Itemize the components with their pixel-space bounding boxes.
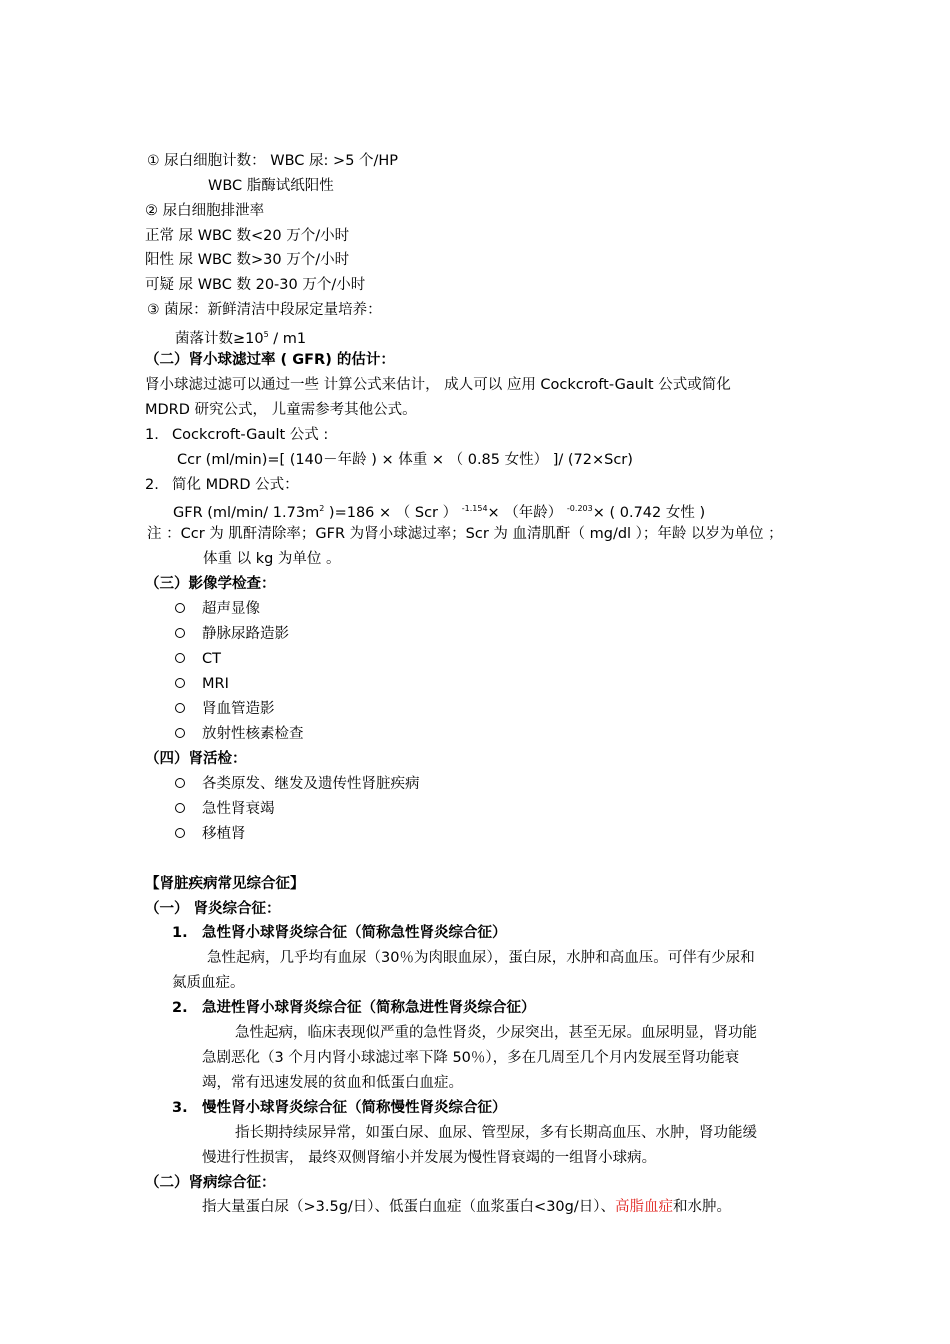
- bullet-icon: [175, 603, 185, 613]
- formula-cockcroft: Ccr (ml/min)=[ (140－年龄 ) × 体重 × （ 0.85 女性） ]/ (72×Scr): [177, 452, 633, 468]
- colony-count-text: 菌落计数≥10: [175, 331, 264, 347]
- bullet-icon: [175, 803, 185, 813]
- line-positive: 阳性 尿 WBC 数>30 万个/小时: [145, 252, 350, 268]
- bullet-icon: [175, 778, 185, 788]
- bullet-icon: [175, 828, 185, 838]
- imaging-item: MRI: [202, 676, 229, 692]
- biopsy-item: 各类原发、继发及遗传性肾脏疾病: [202, 776, 420, 792]
- heading-biopsy: （四）肾活检：: [145, 751, 247, 767]
- heading-gfr: （二）肾小球滤过率 ( GFR) 的估计：: [145, 352, 395, 368]
- gfr-paragraph-line2: MDRD 研究公式， 儿童需参考其他公式。: [145, 402, 417, 418]
- note-line1: 注 ：Ccr 为 肌酐清除率；GFR 为肾小球滤过率；Scr 为 血清肌酐（ mg/dl ）；年龄 以岁为单位 ；: [147, 526, 783, 542]
- gfr-item-1-number: 1.: [145, 427, 159, 443]
- bullet-icon: [175, 678, 185, 688]
- hyperlipidemia-highlight: 高脂血症: [615, 1199, 673, 1215]
- line-normal: 正常 尿 WBC 数<20 万个/小时: [145, 228, 350, 244]
- nephrotic-text-b: 和水肿。: [673, 1199, 731, 1215]
- syndrome-1-line2: 氮质血症。: [172, 975, 245, 991]
- mdrd-part-d: × ( 0.742 女性 ): [592, 505, 706, 521]
- mdrd-part-c: × （年龄）: [487, 505, 567, 521]
- line-suspicious: 可疑 尿 WBC 数 20-30 万个/小时: [145, 277, 366, 293]
- mdrd-part-a: GFR (ml/min/ 1.73m: [173, 505, 320, 521]
- circled-3: ③: [147, 302, 160, 318]
- line-colony-count: [175, 325, 306, 349]
- mdrd-exp-3: -0.203: [566, 504, 593, 513]
- imaging-item: 肾血管造影: [202, 701, 275, 717]
- bullet-icon: [175, 653, 185, 663]
- gfr-item-1-text: Cockcroft-Gault 公式 :: [172, 427, 329, 443]
- syndrome-2-line2: 急剧恶化（3 个月内肾小球滤过率下降 50％），多在几周至几个月内发展至肾功能衰: [202, 1050, 740, 1066]
- imaging-item: 放射性核素检查: [202, 726, 304, 742]
- circled-1: ①: [147, 153, 160, 169]
- syndrome-1-title: 急性肾小球肾炎综合征（简称急性肾炎综合征）: [202, 925, 507, 941]
- colony-exponent: 5: [263, 330, 269, 339]
- nephrotic-text-a: 指大量蛋白尿（>3.5g/日）、低蛋白血症（血浆蛋白<30g/日）、: [202, 1199, 615, 1215]
- heading-nephritic: （一） 肾炎综合征：: [145, 901, 281, 917]
- gfr-item-2-text: 简化 MDRD 公式：: [172, 477, 299, 493]
- gfr-paragraph-line1: 肾小球滤过滤可以通过一些 计算公式来估计， 成人可以 应用 Cockcroft-Gault 公式或简化: [145, 377, 731, 393]
- heading-nephrotic: （二）肾病综合征：: [145, 1175, 276, 1191]
- line-wbc-esterase: WBC 脂酶试纸阳性: [208, 178, 334, 194]
- imaging-item: CT: [202, 651, 221, 667]
- heading-syndromes: 【肾脏疾病常见综合征】: [145, 876, 305, 892]
- bullet-icon: [175, 703, 185, 713]
- syndrome-3-title: 慢性肾小球肾炎综合征（简称慢性肾炎综合征）: [202, 1100, 507, 1116]
- heading-imaging: （三）影像学检查：: [145, 576, 276, 592]
- syndrome-2-title: 急进性肾小球肾炎综合征（简称急进性肾炎综合征）: [202, 1000, 536, 1016]
- syndrome-1-number: 1.: [172, 925, 188, 941]
- formula-mdrd: [173, 499, 705, 523]
- line-bacteriuria: [147, 300, 382, 320]
- syndrome-3-line1: 指长期持续尿异常，如蛋白尿、血尿、管型尿，多有长期高血压、水肿，肾功能缓: [235, 1125, 757, 1141]
- syndrome-2-line1: 急性起病，临床表现似严重的急性肾炎，少尿突出，甚至无尿。血尿明显，肾功能: [235, 1025, 757, 1041]
- biopsy-item: 急性肾衰竭: [202, 801, 275, 817]
- bullet-icon: [175, 728, 185, 738]
- syndrome-3-number: 3.: [172, 1100, 188, 1116]
- mdrd-exp-2: -1.154: [461, 504, 488, 513]
- syndrome-2-number: 2.: [172, 1000, 188, 1016]
- line-wbc-excretion: ② 尿白细胞排泄率: [145, 203, 265, 219]
- bullet-icon: [175, 628, 185, 638]
- syndrome-3-line2: 慢进行性损害， 最终双侧肾缩小并发展为慢性肾衰竭的一组肾小球病。: [202, 1150, 657, 1166]
- line-wbc-count: [147, 151, 398, 171]
- nephrotic-definition: [202, 1197, 731, 1217]
- colony-unit: / m1: [268, 331, 307, 347]
- gfr-item-2-number: 2.: [145, 477, 159, 493]
- imaging-item: 超声显像: [202, 601, 260, 617]
- mdrd-part-b: )=186 × （ Scr ）: [324, 505, 462, 521]
- mdrd-exp-1: 2: [319, 504, 325, 513]
- bacteriuria-text: 菌尿：新鲜清洁中段尿定量培养：: [164, 302, 382, 318]
- syndrome-2-line3: 竭，常有迅速发展的贫血和低蛋白血症。: [202, 1075, 463, 1091]
- note-line2: 体重 以 kg 为单位 。: [203, 551, 341, 567]
- biopsy-item: 移植肾: [202, 826, 246, 842]
- imaging-item: 静脉尿路造影: [202, 626, 289, 642]
- syndrome-1-line1: 急性起病，几乎均有血尿（30％为肉眼血尿），蛋白尿，水肿和高血压。可伴有少尿和: [207, 950, 755, 966]
- wbc-count-text: 尿白细胞计数： WBC 尿: >5 个/HP: [164, 153, 399, 169]
